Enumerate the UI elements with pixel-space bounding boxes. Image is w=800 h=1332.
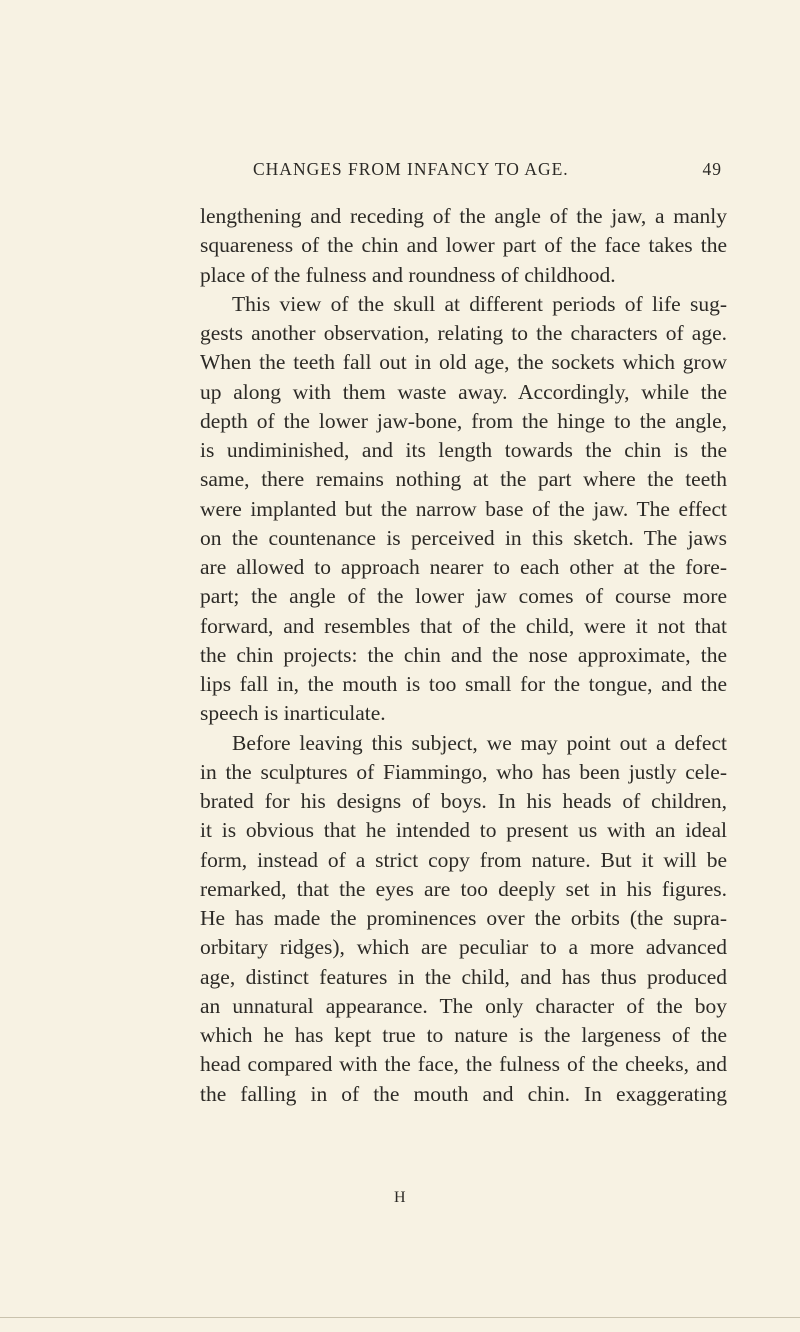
- text-line: same, there remains nothing at the part where the teeth: [200, 467, 727, 492]
- text-line: in the sculptures of Fiammingo, who has been justly cele-: [200, 759, 727, 784]
- text-line: head compared with the face, the fulness of the cheeks, and: [200, 1052, 727, 1077]
- text-line: are allowed to approach nearer to each other at the fore-: [200, 555, 727, 579]
- text-line: on the countenance is perceived in this sketch. The jaws: [200, 525, 727, 550]
- text-line: This view of the skull at different periods of life sug-: [232, 291, 727, 316]
- text-line: the chin projects: the chin and the nose approximate, the: [200, 642, 727, 667]
- text-line: squareness of the chin and lower part of the face takes the: [200, 233, 727, 258]
- text-line: Before leaving this subject, we may point out a defect: [232, 730, 727, 755]
- body-text: [200, 202, 727, 1109]
- text-line: part; the angle of the lower jaw comes of course more: [200, 584, 727, 609]
- text-line: is undiminished, and its length towards the chin is the: [200, 438, 727, 462]
- text-line: forward, and resembles that of the child, were it not that: [200, 613, 727, 638]
- text-line: brated for his designs of boys. In his heads of children,: [200, 789, 727, 813]
- text-line: place of the fulness and roundness of childhood.: [200, 262, 616, 287]
- text-line: which he has kept true to nature is the largeness of the: [200, 1023, 727, 1047]
- text-line: gests another observation, relating to the characters of age.: [200, 321, 727, 345]
- text-line: were implanted but the narrow base of the jaw. The effect: [200, 496, 727, 521]
- signature-mark: H: [394, 1189, 407, 1206]
- text-line: an unnatural appearance. The only character of the boy: [200, 993, 727, 1018]
- text-line: speech is inarticulate.: [200, 701, 386, 726]
- text-line: lengthening and receding of the angle of the jaw, a manly: [200, 204, 727, 228]
- page-number: 49: [702, 159, 722, 179]
- text-line: form, instead of a strict copy from nature. But it will be: [200, 847, 727, 872]
- text-line: remarked, that the eyes are too deeply set in his figures.: [200, 876, 727, 901]
- page-edge-line: [0, 1317, 800, 1318]
- text-line: lips fall in, the mouth is too small for the tongue, and the: [200, 672, 727, 696]
- text-line: age, distinct features in the child, and has thus produced: [200, 964, 727, 989]
- text-line: depth of the lower jaw-bone, from the hinge to the angle,: [200, 408, 727, 433]
- text-line: up along with them waste away. Accordingly, while the: [200, 379, 727, 404]
- text-line: When the teeth fall out in old age, the sockets which grow: [200, 350, 727, 375]
- text-line: orbitary ridges), which are peculiar to a more advanced: [200, 935, 727, 960]
- running-head: [253, 159, 722, 185]
- text-line: it is obvious that he intended to present us with an ideal: [200, 818, 727, 843]
- text-line: the falling in of the mouth and chin. In exaggerating: [200, 1081, 727, 1106]
- text-line: He has made the prominences over the orbits (the supra-: [200, 906, 727, 930]
- running-head-title: CHANGES FROM INFANCY TO AGE.: [253, 159, 569, 179]
